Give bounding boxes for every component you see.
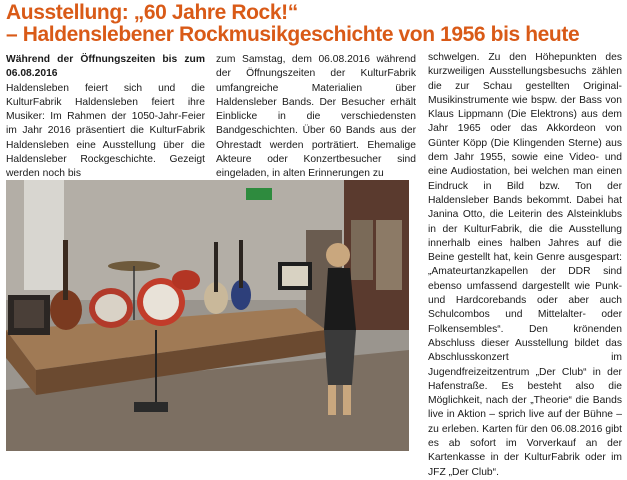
article-intro: Während der Öffnungszeiten bis zum 06.08.2016	[6, 54, 205, 80]
headline-line-2: – Haldenslebener Rockmusikgeschichte von 1956 bis heute	[6, 23, 580, 46]
column-1-text: Haldensleben feiert sich und die KulturFabrik Haldensleben feiert ihre Musiker: Im Rahmen der 1050-Jahr-Feier im Jahr 2016 präsentiert die KulturFabrik Haldensleben eine Ausstellung über die Haldensleber Rockgeschichte. Gezeigt werden noch bis	[6, 82, 205, 180]
article-column-1	[6, 53, 205, 182]
article-headline	[6, 2, 624, 46]
column-3-text: schwelgen. Zu den Höhepunkten des kurzweiligen Ausstellungsbesuchs zählen die zur Schau gestellten Original-Musikinstrumente wie bspw. der Bass von Klaus Lippmann (Die Elektrons) aus dem Jahr 1965 oder das Akkordeon von Günter Köpp (Die Klingenden Sterne) aus dem Jahr 1955, sowie eine Video- und eine Audiostation, bei welchen man einen Eindruck in Bild bzw. Ton der Haldensleber Bands bekommt. Dabei hat Janina Otto, die Leiterin des Alsteinklubs in der KulturFabrik, die die Ausstellung innerhalb eines halben Jahres auf die Beine gestellt hat, kein Genre ausgespart: „Amateurtanzkapellen der DDR sind ebenso umfassend dargestellt wie Punk- und Hardcorebands oder aber auch Schulcombos und Mittelalter- oder Folkensembles“. Den krönenden Abschluss dieser Ausstellung bildet das Abschlusskonzert im Jugendfreizeitzentrum „Der Club“ in der Hafenstraße. Es besteht also die Möglichkeit, nach der „Theorie“ die Bands live in Aktion – sprich live auf der Bühne – zu erleben. Karten für den 06.08.2016 gibt es ab sofort im Vorverkauf an der Kartenkasse in der KulturFabrik oder im JFZ „Der Club“.	[428, 52, 622, 478]
article-column-2	[216, 53, 416, 182]
exhibition-photo	[6, 180, 409, 451]
headline-line-1: Ausstellung: „60 Jahre Rock!“	[6, 1, 298, 24]
column-2-text: zum Samstag, dem 06.08.2016 während der Öffnungszeiten der KulturFabrik umfangreiche Materialien über Haldensleber Bands. Der Besucher erhält Einblicke in die verschiedensten Bandgeschichten. Über 60 Bands aus der Ohrestadt werden porträtiert. Ehemalige Akteure oder Konzertbesucher sind eingeladen, in alten Erinnerungen zu	[216, 54, 416, 180]
article-column-3	[428, 51, 622, 478]
